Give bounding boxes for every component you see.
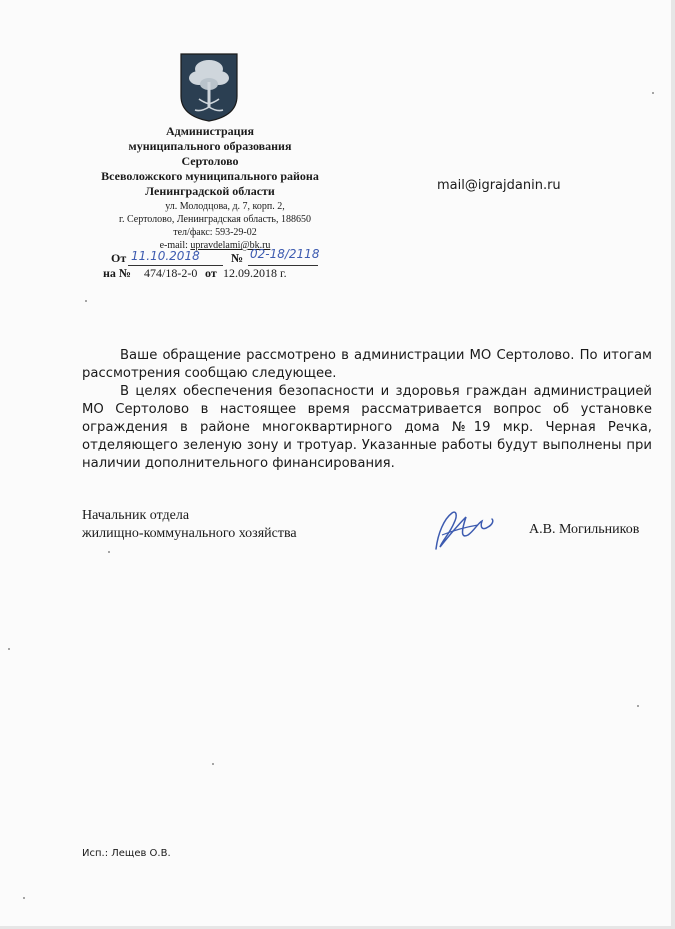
scan-speck [637, 705, 639, 707]
org-line-1: Администрация [165, 124, 254, 138]
reply-label: на № [103, 266, 131, 280]
signatory-title-line-2: жилищно-коммунального хозяйства [82, 526, 297, 541]
email-link[interactable]: upravdelami@bk.ru [190, 240, 271, 251]
org-line-2: муниципального образования [128, 139, 292, 153]
scan-speck [108, 551, 110, 553]
from-date-handwritten: 11.10.2018 [131, 249, 200, 263]
scan-speck [652, 92, 654, 94]
signatory-title-line-1: Начальник отдела [82, 508, 190, 523]
body-paragraph-1: Ваше обращение рассмотрено в администрации МО Сертолово. По итогам рассмотрения сообщаю следующее. [82, 348, 652, 381]
org-line-3: Сертолово [181, 154, 239, 168]
scan-edge-right [671, 0, 675, 929]
reply-number: 474/18-2-0 [144, 266, 198, 280]
email-line [65, 239, 365, 252]
address-line-2: г. Сертолово, Ленинградская область, 188650 [119, 214, 311, 225]
coat-of-arms-icon [179, 52, 239, 122]
scan-speck [23, 897, 25, 899]
org-line-5: Ленинградской области [145, 184, 275, 198]
org-line-4: Всеволожского муниципального района [101, 169, 319, 183]
number-label: № [231, 251, 244, 265]
body-paragraph-2: В целях обеспечения безопасности и здоровья граждан администрацией МО Сертолово в настоящее время рассматривается вопрос об установке ограждения в районе многоквартирного дома №19 мкр. Черная Речка, отделяющего зеленую зону и тротуар. Указанные работы будут выполнены при наличии дополнительного финансирования. [82, 384, 652, 471]
email-label: e-mail: [159, 240, 191, 251]
scan-speck [85, 300, 87, 302]
signatory-name: А.В. Могильников [529, 522, 640, 537]
from-label: От [111, 251, 127, 265]
address-line-1: ул. Молодцова, д. 7, корп. 2, [165, 201, 285, 212]
recipient-email: mail@igrajdanin.ru [437, 178, 561, 193]
address-line-3: тел/факс: 593-29-02 [173, 227, 257, 238]
reply-from-label: от [205, 266, 217, 280]
reply-date: 12.09.2018 г. [223, 266, 287, 280]
executor-note: Исп.: Лещев О.В. [82, 848, 171, 859]
scan-speck [8, 648, 10, 650]
number-handwritten: 02-18/2118 [250, 247, 320, 261]
scan-speck [212, 763, 214, 765]
handwritten-signature-icon [428, 505, 496, 555]
